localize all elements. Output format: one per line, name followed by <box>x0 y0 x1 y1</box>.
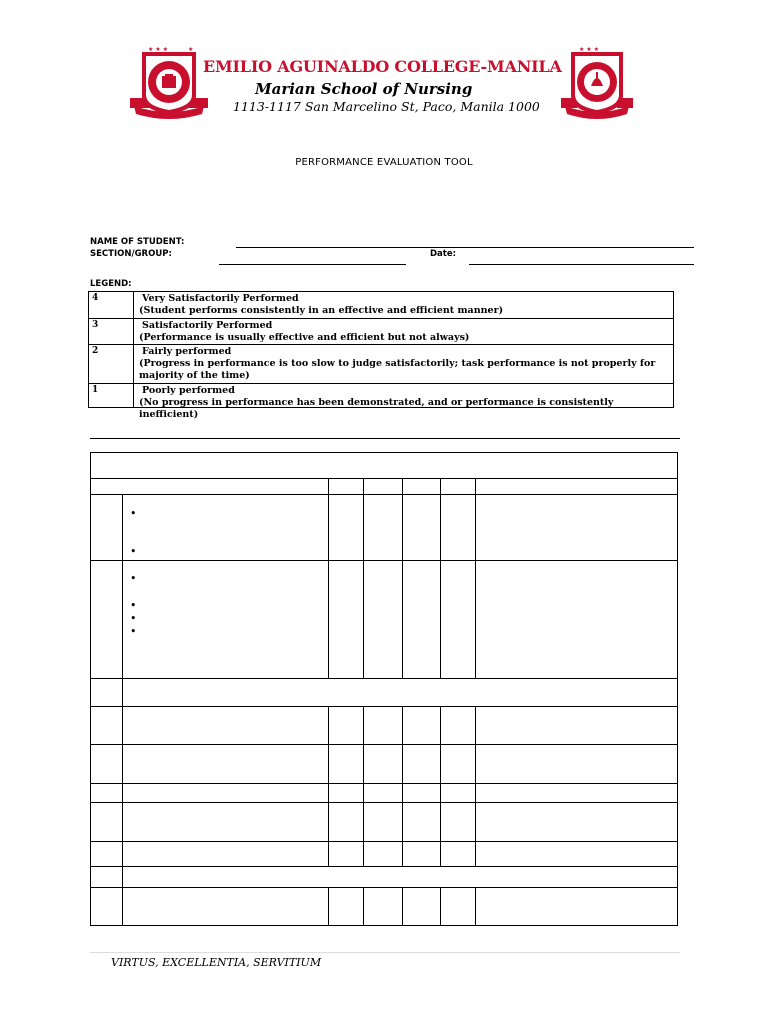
svg-text:★ ★ ★: ★ ★ ★ <box>148 46 168 53</box>
legend-row <box>89 318 673 344</box>
legend-row <box>89 344 673 383</box>
table-rule <box>91 802 677 803</box>
svg-text:★: ★ <box>188 46 194 53</box>
school-address: 1113-1117 San Marcelino St, Paco, Manila 1000 <box>233 99 540 114</box>
legend-score: 1 <box>92 385 99 395</box>
footer-motto: VIRTUS, EXCELLENTIA, SERVITIUM <box>111 956 322 969</box>
college-seal-logo <box>128 44 210 120</box>
table-column-divider <box>402 887 403 925</box>
legend-description: (Performance is usually effective and efficient but not always) <box>139 332 470 343</box>
date-field[interactable] <box>469 264 694 265</box>
college-name: EMILIO AGUINALDO COLLEGE-MANILA <box>203 57 562 76</box>
bullet-point: • <box>130 545 137 558</box>
section-group-field[interactable] <box>219 264 406 265</box>
separator-line <box>90 438 680 439</box>
date-label: Date: <box>430 249 457 259</box>
table-column-divider <box>402 706 403 866</box>
table-rule <box>91 841 677 842</box>
table-column-divider <box>402 478 403 678</box>
table-column-divider <box>440 706 441 866</box>
legend-score: 3 <box>92 320 99 330</box>
nursing-school-seal-logo <box>561 44 633 120</box>
student-name-label: NAME OF STUDENT: <box>90 237 185 247</box>
section-group-label: SECTION/GROUP: <box>90 249 172 259</box>
table-rule <box>91 706 677 707</box>
svg-text:★ ★ ★: ★ ★ ★ <box>579 46 599 53</box>
table-rule <box>91 866 677 867</box>
footer-divider <box>90 952 680 953</box>
table-rule <box>91 887 677 888</box>
legend-score: 2 <box>92 346 99 356</box>
table-column-divider <box>475 887 476 925</box>
legend-score: 4 <box>92 293 99 303</box>
bullet-point: • <box>130 507 137 520</box>
table-column-divider <box>440 887 441 925</box>
legend-label: LEGEND: <box>90 279 132 289</box>
legend-row <box>89 292 673 318</box>
table-column-divider <box>440 478 441 678</box>
table-rule <box>91 678 677 679</box>
table-rule <box>91 478 677 479</box>
legend-row <box>89 383 673 420</box>
table-column-divider <box>328 706 329 866</box>
school-name: Marian School of Nursing <box>255 80 473 98</box>
bullet-point: • <box>130 612 137 625</box>
bullet-point: • <box>130 599 137 612</box>
bullet-point: • <box>130 572 137 585</box>
evaluation-table <box>90 452 678 926</box>
table-rule <box>91 783 677 784</box>
legend-table <box>88 291 674 420</box>
legend-description: (No progress in performance has been demonstrated, and or performance is consistently inefficient) <box>139 397 614 420</box>
table-rule <box>91 494 677 495</box>
table-column-divider <box>363 706 364 866</box>
legend-description: (Student performs consistently in an effective and efficient manner) <box>139 305 504 316</box>
table-column-divider <box>475 706 476 866</box>
table-rule <box>91 560 677 561</box>
table-column-divider <box>363 478 364 678</box>
table-column-divider <box>475 478 476 678</box>
table-column-divider <box>328 887 329 925</box>
page-title: PERFORMANCE EVALUATION TOOL <box>295 157 473 168</box>
legend-title: Poorly performed <box>142 385 235 396</box>
legend-description: (Progress in performance is too slow to judge satisfactorily; task performance is not properly for majority of the time) <box>139 358 656 381</box>
legend-title: Very Satisfactorily Performed <box>142 293 299 304</box>
legend-title: Fairly performed <box>142 346 232 357</box>
bullet-point: • <box>130 625 137 638</box>
legend-title: Satisfactorily Performed <box>142 320 273 331</box>
table-rule <box>91 744 677 745</box>
table-column-divider <box>122 494 123 925</box>
table-column-divider <box>363 887 364 925</box>
table-column-divider <box>328 478 329 678</box>
student-name-field[interactable] <box>236 247 694 248</box>
